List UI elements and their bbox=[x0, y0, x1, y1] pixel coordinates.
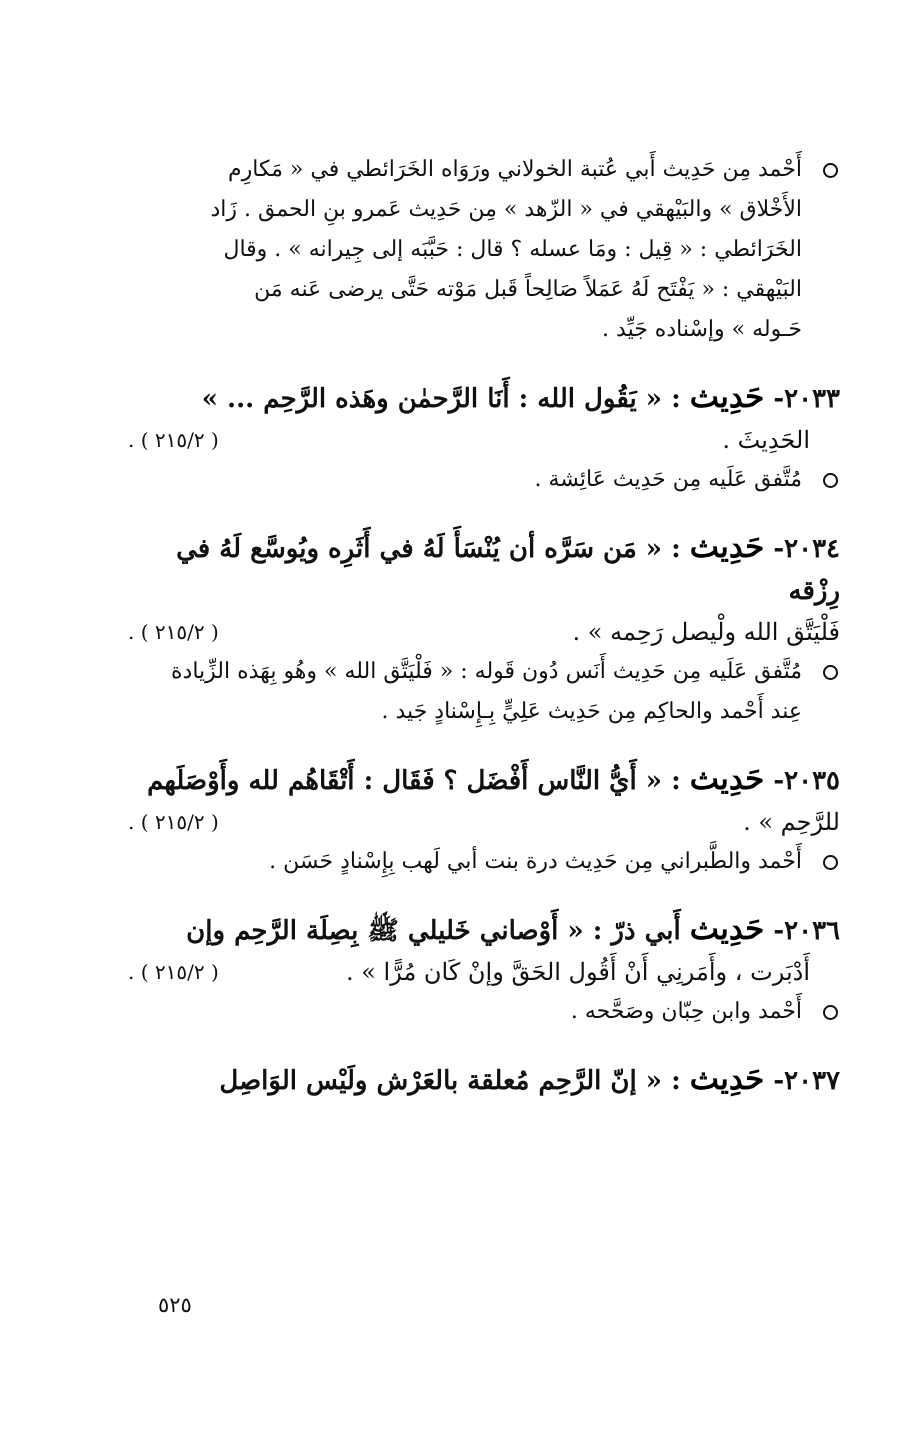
source-reference: ( ٢١٥/٢ ) . bbox=[128, 810, 219, 834]
hadith-text: فَلْيَتَّق الله ولْيصل رَحِمه » . bbox=[572, 618, 840, 646]
book-page bbox=[128, 150, 840, 1102]
note-line: حَـوله » وإسْناده جَيِّد . bbox=[602, 317, 802, 342]
source-reference: ( ٢١٥/٢ ) . bbox=[128, 960, 219, 984]
hadith-number: ٢٠٣٧- bbox=[773, 1066, 840, 1096]
note-line: مُتَّفق عَلَيه مِن حَدِيث عَائِشة . bbox=[534, 467, 802, 492]
hadith-text: : « إنّ الرَّحِم مُعلقة بالعَرْش ولَيْس الوَاصِل bbox=[219, 1066, 681, 1096]
note-line: أَحْمد وابن حِبّان وصَحَّحه . bbox=[570, 999, 802, 1024]
bullet-icon bbox=[823, 855, 838, 870]
page-number: ٥٢٥ bbox=[158, 1293, 192, 1317]
bullet-icon bbox=[823, 1005, 838, 1020]
hadith-note bbox=[128, 460, 840, 500]
hadith-text: الحَدِيثَ . bbox=[722, 426, 810, 454]
hadith-text: : « أَيُّ النَّاس أَفْضَل ؟ فَقَال : أَتْقَاهُم لله وأَوْصَلَهم bbox=[147, 766, 681, 796]
hadith-text: أَبي ذرّ : « أَوْصاني خَليلي ﷺ بِصِلَة الرَّحِم وإن bbox=[186, 916, 681, 946]
note-line: مُتَّفق عَلَيه مِن حَدِيث أَنَس دُون قَوله : « فَلْيَتَّق الله » وهُو بِهَذه الزِّيادة bbox=[171, 659, 802, 684]
hadith-keyword: حَدِيث bbox=[689, 761, 765, 797]
hadith-number: ٢٠٣٥- bbox=[773, 766, 840, 796]
bullet-icon bbox=[823, 473, 838, 488]
hadith-number: ٢٠٣٤- bbox=[773, 534, 840, 564]
source-reference: ( ٢١٥/٢ ) . bbox=[128, 620, 219, 644]
hadith-heading bbox=[128, 758, 840, 802]
hadith-text: للرَّحِم » . bbox=[743, 808, 840, 836]
hadith-continuation bbox=[128, 952, 840, 992]
hadith-entry-2037 bbox=[128, 1058, 840, 1102]
hadith-text: : « مَن سَرَّه أن يُنْسَأَ لَهُ في أَثَرِه ويُوسَّع لَهُ في رِزْقه bbox=[176, 534, 840, 606]
hadith-heading bbox=[128, 908, 840, 952]
source-reference: ( ٢١٥/٢ ) . bbox=[128, 428, 219, 452]
hadith-note bbox=[128, 992, 840, 1032]
hadith-continuation bbox=[128, 802, 840, 842]
hadith-number: ٢٠٣٦- bbox=[773, 916, 840, 946]
note-line: الأَخْلاق » والبَيْهقي في « الزّهد » مِن حَدِيث عَمرو بنِ الحمق . زَاد bbox=[210, 197, 802, 222]
hadith-note bbox=[128, 842, 840, 882]
bullet-icon bbox=[823, 665, 838, 680]
note-line: البَيْهقي : « يَفْتَح لَهُ عَمَلاً صَالِحاً قَبل مَوْته حَتَّى يرضى عَنه مَن bbox=[254, 277, 802, 302]
hadith-text: أَدْبَرت ، وأَمَرنِي أَنْ أَقُول الحَقَّ وإنْ كَان مُرًّا » . bbox=[345, 958, 810, 986]
hadith-text: : « يَقُول الله : أَنَا الرَّحمٰن وهَذه الرَّحِم ... » bbox=[201, 384, 681, 414]
hadith-continuation bbox=[128, 420, 840, 460]
hadith-heading bbox=[128, 1058, 840, 1102]
intro-note bbox=[128, 150, 840, 350]
hadith-number: ٢٠٣٣- bbox=[773, 384, 840, 414]
note-line: أَحْمد مِن حَدِيث أَبي عُتبة الخولاني ورَوَاه الخَرَائطي في « مَكارِم bbox=[228, 157, 802, 182]
hadith-entry-2035 bbox=[128, 758, 840, 882]
hadith-entry-2033 bbox=[128, 376, 840, 500]
hadith-keyword: حَدِيث bbox=[689, 529, 765, 565]
hadith-continuation bbox=[128, 612, 840, 652]
hadith-keyword: حَدِيث bbox=[689, 1061, 765, 1097]
hadith-heading bbox=[128, 376, 840, 420]
hadith-keyword: حَدِيث bbox=[689, 911, 765, 947]
note-line: أَحْمد والطَّبراني مِن حَدِيث درة بنت أبي لَهب بِإِسْنادٍ حَسَن . bbox=[269, 849, 802, 874]
hadith-note bbox=[128, 652, 840, 732]
hadith-keyword: حَدِيث bbox=[689, 379, 765, 415]
hadith-heading bbox=[128, 526, 840, 612]
note-line: الخَرَائطي : « قِيل : ومَا عسله ؟ قال : حَبَّبَه إلى جِيرانه » . وقال bbox=[223, 237, 802, 262]
note-line: عِند أَحْمد والحاكِم مِن حَدِيث عَلِيٍّ بِـإِسْنادٍ جَيد . bbox=[381, 699, 802, 724]
bullet-icon bbox=[823, 163, 838, 178]
hadith-entry-2036 bbox=[128, 908, 840, 1032]
hadith-entry-2034 bbox=[128, 526, 840, 732]
